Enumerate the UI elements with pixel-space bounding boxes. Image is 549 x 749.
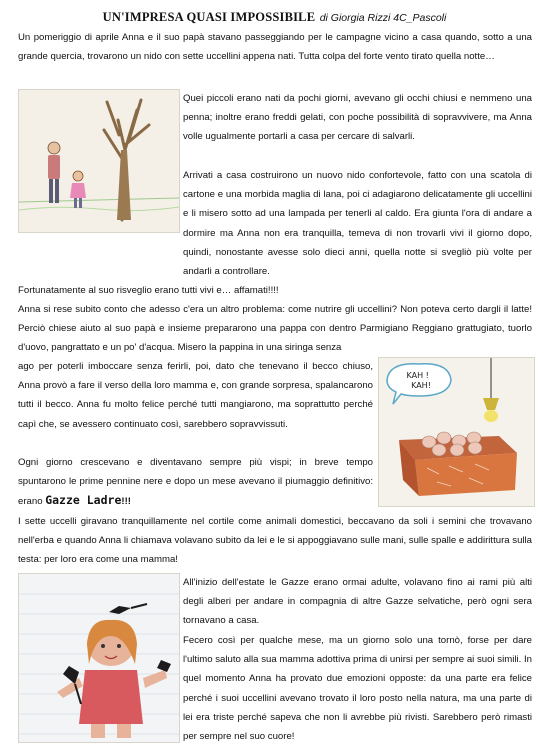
paragraph-6 [18,453,373,512]
paragraph-2: Quei piccoli erano nati da pochi giorni, avevano gli occhi chiusi e nemmeno una penna; inoltre erano freddi gelati, con poche possibilità di sopravvivere, ma Anna volle ugualmente portarli a casa per cercare di salvarli. [183,93,532,143]
bubble-line-2: KAH! [411,381,431,390]
story-author: di Giorgia Rizzi 4C_Pascoli [319,12,447,24]
paragraph-5-text: Anna si rese subito conto che adesso c'era un altro problema: come nutrire gli uccellini? Non poteva certo dargli il latte! Perciò chiese aiuto al suo papà e insieme prepararono una pappa con dentro Parmigiano Reggiano grattugiato, tuorlo d'uovo, pangrattato e un po' d'acqua. Misero la pappina in una siringa senza [18,304,532,354]
paragraph-6-text: Ogni giorno crescevano e diventavano sempre più vispi; in breve tempo spuntarono le prime pennine nere e dopo un mese avevano il piumaggio definitivo: erano [18,457,373,508]
paragraph-1: Un pomeriggio di aprile Anna e il suo papà stavano passeggiando per le campagne vicino a casa quando, sotto a una grande quercia, trovarono un nido con sette uccellini appena nati. Tutta colpa del forte vento tirato quella notte… [18,32,532,63]
paragraph-4: Fortunatamente al suo risveglio erano tutti vivi e… affamati!!!! [18,285,279,296]
paragraph-3 [183,166,532,281]
nest-box-illustration [379,358,534,506]
paragraph-5-tail: ago per poterli imboccare senza ferirli, poi, dato che tenevano il becco chiuso, Anna provò a fare il verso della loro mamma e, con grande sorpresa, spalancarono tutti il becco. Anna fu molto felice perché tutti mangiarono, ma soprattutto perché capì che, se avessero continuato così, sarebbero sopravvissuti. [18,361,373,430]
title-row [0,8,549,26]
tree-family-illustration [19,90,179,232]
paragraph-9: Fecero così per qualche mese, ma un giorno solo una tornò, forse per dare l'ultimo saluto alla sua mamma adottiva prima di unirsi per sempre ai suoi simili. In quel momento Anna ha provato due emozioni opposte: da una parte era felice perché i suoi uccellini avevano trovato il loro posto nella natura, ma una parte di lei era triste perché sapeva che non li avrebbe più rivisti. Sarebbero però rimasti per sempre nel suo cuore! [183,635,532,743]
drawing-girl-magpies [18,573,180,743]
bubble-text [407,371,432,390]
bubble-line-1: KAH ! [406,371,429,380]
drawing-tree-family [18,89,180,233]
gazze-ladre-emphasis: Gazze Ladre [45,493,122,508]
paragraph-5-continued [18,357,373,453]
girl-magpies-illustration [19,574,179,742]
paragraph-5-intro [18,300,532,357]
drawing-nest-box [378,357,535,507]
paragraph-6-exclaim: !!! [121,496,131,508]
story-title: UN'IMPRESA QUASI IMPOSSIBILE [102,10,316,24]
paragraph-8: All'inizio dell'estate le Gazze erano ormai adulte, volavano fino ai rami più alti degli alberi per andare in compagnia di altre Gazze selvatiche, però ogni sera tornavano a casa. [183,577,532,627]
paragraph-7: I sette uccelli giravano tranquillamente nel cortile come animali domestici, beccavano da soli i semini che trovavano nell'erba e quando Anna li chiamava volavano subito da lei e le si appoggiavano sulle mani, sulle spalle e addirittura sulla testa: per loro era come una mamma! [18,516,532,566]
paragraph-3-text: Arrivati a casa costruirono un nuovo nido confortevole, fatto con una scatola di cartone e una morbida maglia di lana, poi ci adagiarono delicatamente gli uccellini e li misero sotto ad una lampada per tenerli al caldo. Era giunta l'ora di andare a dormire ma Anna non era tranquilla, temeva di non trovarli vivi il giorno dopo, quindi, nonostante avesse solo dieci anni, quella notte si svegliò più volte per andarli a controllare. [183,170,532,278]
